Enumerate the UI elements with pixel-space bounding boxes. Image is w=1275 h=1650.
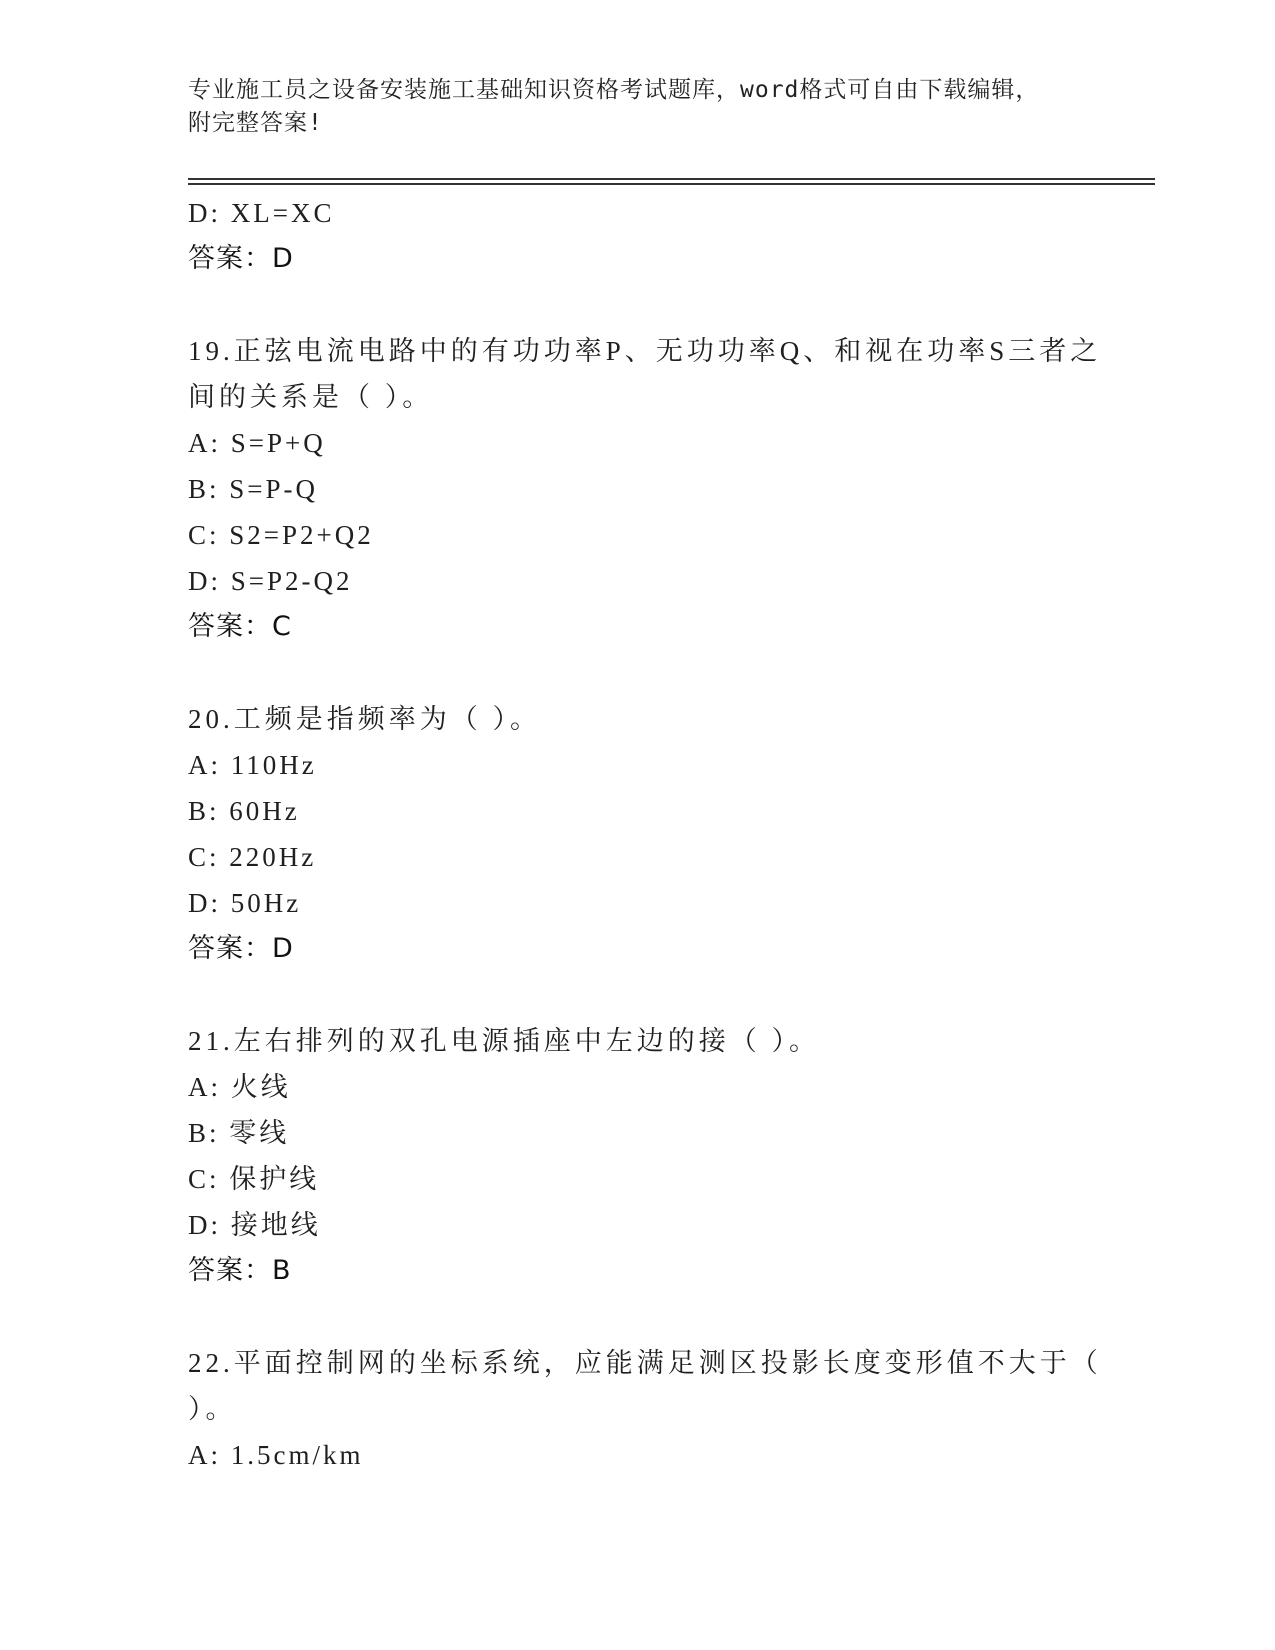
answer-line: 答案：C <box>188 611 292 642</box>
option-d: D: 接地线 <box>188 1210 321 1240</box>
question-stem-continued: 间的关系是（ ）。 <box>188 382 434 412</box>
option-c: C: 保护线 <box>188 1164 320 1194</box>
option-d: D: XL=XC <box>188 198 335 228</box>
question-stem: 20.工频是指频率为（ ）。 <box>188 704 541 734</box>
option-c: C: 220Hz <box>188 842 317 872</box>
question-20 <box>188 696 1068 972</box>
question-stem: 21.左右排列的双孔电源插座中左边的接（ ）。 <box>188 1026 820 1056</box>
spacer <box>188 1294 1068 1340</box>
header-title-line-2: 附完整答案! <box>188 110 323 136</box>
option-a: A: 1.5cm/km <box>188 1440 364 1470</box>
question-stem: 19.正弦电流电路中的有功功率P、无功功率Q、和视在功率S三者之 <box>188 336 1102 366</box>
answer-line: 答案：B <box>188 1255 292 1286</box>
option-b: B: 零线 <box>188 1118 290 1148</box>
question-list <box>188 190 1102 1478</box>
option-c: C: S2=P2+Q2 <box>188 520 374 550</box>
option-d: D: 50Hz <box>188 888 302 918</box>
header-title-line-1: 专业施工员之设备安装施工基础知识资格考试题库，word格式可自由下载编辑， <box>188 77 1040 103</box>
option-b: B: 60Hz <box>188 796 300 826</box>
question-stem: 22.平面控制网的坐标系统，应能满足测区投影长度变形值不大于（ <box>188 1348 1102 1378</box>
option-d: D: S=P2-Q2 <box>188 566 353 596</box>
option-a: A: S=P+Q <box>188 428 326 458</box>
option-b: B: S=P-Q <box>188 474 319 504</box>
spacer <box>188 282 1068 328</box>
answer-line: 答案：D <box>188 243 294 274</box>
question-19 <box>188 328 1102 650</box>
answer-line: 答案：D <box>188 933 294 964</box>
question-22 <box>188 1340 1102 1478</box>
previous-question-tail <box>188 190 1068 282</box>
spacer <box>188 972 1068 1018</box>
document-header <box>188 74 1068 140</box>
question-stem-continued: ）。 <box>188 1394 237 1424</box>
header-divider-top <box>188 178 1155 180</box>
option-a: A: 火线 <box>188 1072 291 1102</box>
option-a: A: 110Hz <box>188 750 317 780</box>
header-divider-bottom <box>188 183 1155 185</box>
question-21 <box>188 1018 1068 1294</box>
spacer <box>188 650 1068 696</box>
